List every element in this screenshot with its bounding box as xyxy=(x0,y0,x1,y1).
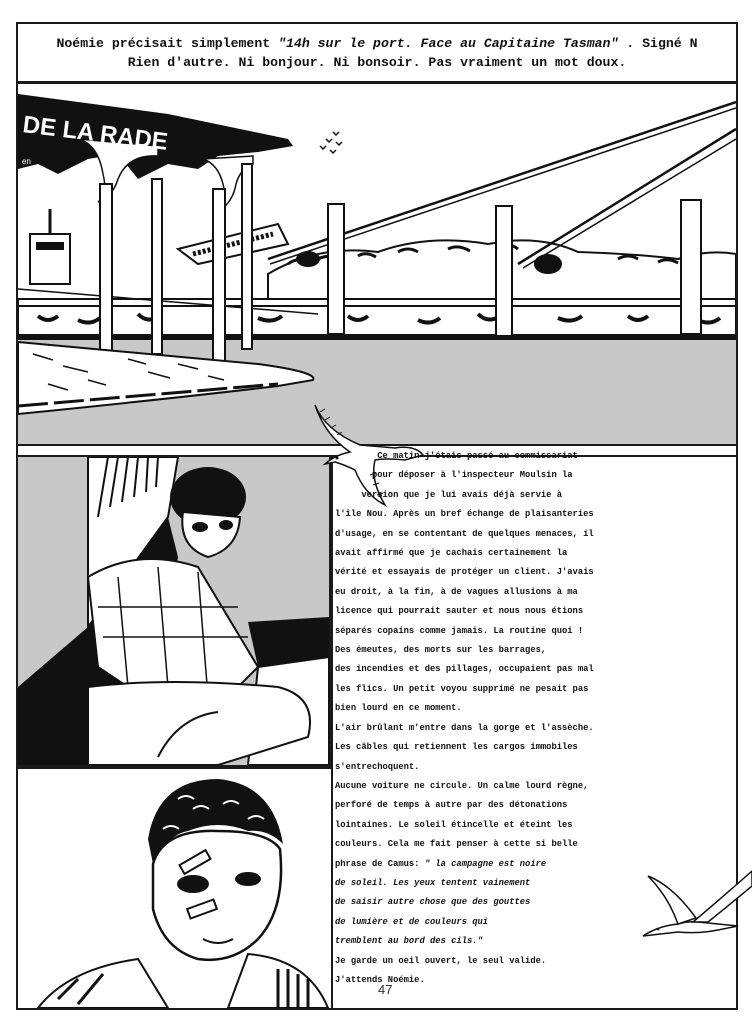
narration-line xyxy=(335,447,735,466)
narration-line-text: vérité et essayais de protéger un client. J'avais xyxy=(335,567,594,578)
narration-line xyxy=(335,660,735,679)
narration-line xyxy=(335,505,735,524)
face-closeup-illustration xyxy=(18,769,340,1008)
narration-line xyxy=(335,544,735,563)
narration-line-text: de saisir autre chose que des gouttes xyxy=(335,897,531,908)
narration-line-text: l'île Nou. Après un bref échange de plaisanteries xyxy=(335,509,594,520)
narration-line-text: J'attends Noémie. xyxy=(335,974,425,985)
narration-line-text: d'usage, en se contentant de quelques menaces, il xyxy=(335,528,594,539)
panel-harbour xyxy=(16,82,738,446)
caption-line-1-suffix: . Signé N xyxy=(618,35,698,51)
birds-flock xyxy=(320,132,342,153)
narration-line-text: lointaines. Le soleil étincelle et éteint les xyxy=(335,819,573,830)
narration-line xyxy=(335,971,735,990)
caption-line-1-prefix: Noémie précisait simplement xyxy=(56,35,279,51)
caption-quote: "14h sur le port. Face au Capitaine Tasman" xyxy=(278,35,619,51)
narration-line xyxy=(335,563,735,582)
bruised-eye xyxy=(177,875,209,893)
page-number: 47 xyxy=(378,982,393,997)
narration-line xyxy=(335,758,735,777)
narration-line-text: de lumière et de couleurs qui xyxy=(335,916,489,927)
narration-line xyxy=(335,622,735,641)
narration-line-text: tremblent au bord des cils." xyxy=(335,936,483,947)
narration-line-text: eu droit, à la fin, à de vagues allusions à ma xyxy=(335,586,578,597)
narration-quote-start: " la campagne est noire xyxy=(424,858,547,869)
narration-line-text: des incendies et des pillages, occupaient pas mal xyxy=(335,664,594,675)
narration-line-text: Aucune voiture ne circule. Un calme lourd règne, xyxy=(335,780,589,791)
narration-line-text: s'entrechoquent. xyxy=(335,761,420,772)
caption-box xyxy=(16,22,738,83)
sign-small-text: en xyxy=(22,157,31,166)
narration-line xyxy=(335,680,735,699)
caption-line-2: Rien d'autre. Ni bonjour. Ni bonsoir. Pas vraiment un mot doux. xyxy=(127,54,627,70)
panel-man-sitting xyxy=(16,455,331,767)
narration-line xyxy=(335,486,735,505)
caption-line-1 xyxy=(56,34,697,53)
narration-line-text: L'air brûlant m'entre dans la gorge et l'assèche. xyxy=(335,722,594,733)
narration-line xyxy=(335,641,735,660)
narration-line xyxy=(335,719,735,738)
narration-line xyxy=(335,835,735,854)
narration-line xyxy=(335,777,735,796)
narration-line xyxy=(335,738,735,757)
narration-line xyxy=(335,699,735,718)
sign-text: DE LA RADE xyxy=(21,111,170,156)
narration-line-text: couleurs. Cela me fait penser à cette si belle xyxy=(335,839,578,850)
narration-line-text: avait affirmé que je cachais certainement la xyxy=(335,548,568,559)
narration-line xyxy=(335,525,735,544)
narration-line-text: version que je lui avais déjà servie à xyxy=(335,489,562,500)
narration-line xyxy=(335,796,735,815)
waterfront-wall xyxy=(18,299,736,340)
narration-line-text: phrase de Camus: xyxy=(335,858,425,869)
narration-line-text: les flics. Un petit voyou supprimé ne pesait pas xyxy=(335,683,589,694)
narration-line xyxy=(335,466,735,485)
narration-line-text: Les câbles qui retiennent les cargos immobiles xyxy=(335,742,578,753)
narration-line-text: bien lourd en ce moment. xyxy=(335,703,462,714)
narration-line-text: Ce matin j'étais passé au commissariat xyxy=(335,451,578,461)
man-sitting-illustration xyxy=(18,457,329,765)
narration-line xyxy=(335,583,735,602)
narration-line-text: Je garde un oeil ouvert, le seul valide. xyxy=(335,955,547,966)
narration-line-text: Des émeutes, des morts sur les barrages, xyxy=(335,645,547,656)
narration-line-text: perforé de temps à autre par des détonations xyxy=(335,800,568,811)
narration-line xyxy=(335,952,735,971)
narration-line xyxy=(335,602,735,621)
harbour-illustration xyxy=(18,84,736,444)
narration-line-text: séparés copains comme jamais. La routine quoi ! xyxy=(335,625,584,636)
narration-line-text: licence qui pourrait sauter et nous nous étions xyxy=(335,606,584,617)
seagull-icon xyxy=(638,866,752,946)
narration-line-text: pour déposer à l'inspecteur Moulsin la xyxy=(335,470,573,481)
panel-face-closeup xyxy=(16,767,342,1010)
narration-line-text: de soleil. Les yeux tentent vainement xyxy=(335,877,531,888)
narration-line xyxy=(335,816,735,835)
